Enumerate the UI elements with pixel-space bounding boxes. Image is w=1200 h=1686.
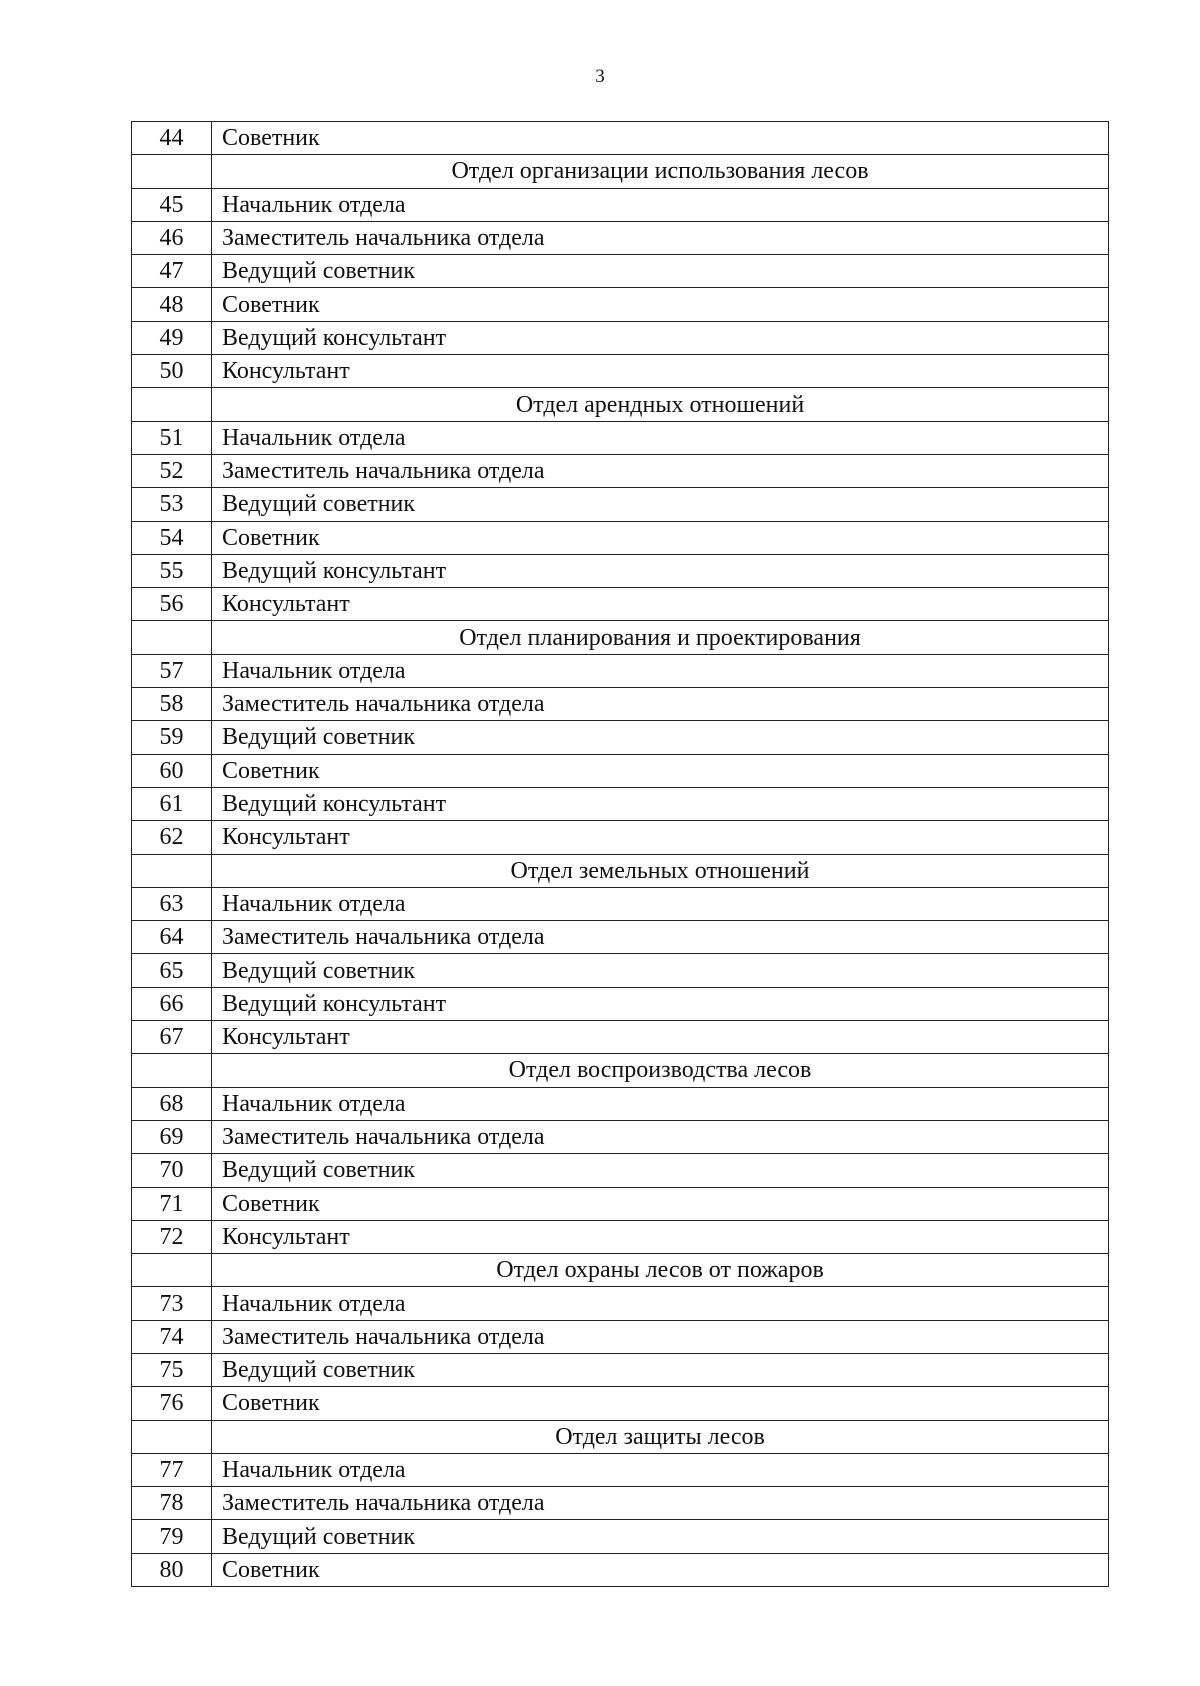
position-title-cell: Заместитель начальника отдела [212,688,1109,721]
position-title-cell: Ведущий советник [212,488,1109,521]
position-title-cell: Заместитель начальника отдела [212,1320,1109,1353]
row-number-cell: 64 [132,921,212,954]
table-row [132,821,1109,854]
row-number-cell: 74 [132,1320,212,1353]
table-row [132,355,1109,388]
row-number-cell: 80 [132,1553,212,1586]
position-title-cell: Начальник отдела [212,654,1109,687]
table-row [132,188,1109,221]
position-title-cell: Заместитель начальника отдела [212,221,1109,254]
department-title: Отдел охраны лесов от пожаров [212,1254,1109,1287]
position-title-cell: Советник [212,1553,1109,1586]
row-number-cell: 61 [132,787,212,820]
row-number-cell: 70 [132,1154,212,1187]
row-number-cell [132,621,212,654]
section-header-row [132,1054,1109,1087]
row-number-cell [132,388,212,421]
position-title-cell: Ведущий советник [212,255,1109,288]
position-title-cell: Советник [212,521,1109,554]
table-row [132,255,1109,288]
row-number-cell: 59 [132,721,212,754]
table-row [132,1553,1109,1586]
position-title-cell: Начальник отдела [212,1087,1109,1120]
row-number-cell: 55 [132,554,212,587]
table-row [132,554,1109,587]
position-title-cell: Консультант [212,821,1109,854]
position-title-cell: Ведущий консультант [212,321,1109,354]
position-title-cell: Начальник отдела [212,421,1109,454]
row-number-cell: 45 [132,188,212,221]
row-number-cell: 63 [132,887,212,920]
position-title-cell: Заместитель начальника отдела [212,921,1109,954]
position-title-cell: Ведущий советник [212,1520,1109,1553]
row-number-cell [132,1420,212,1453]
row-number-cell: 48 [132,288,212,321]
table-row [132,787,1109,820]
department-title: Отдел земельных отношений [212,854,1109,887]
row-number-cell: 46 [132,221,212,254]
row-number-cell: 65 [132,954,212,987]
position-title-cell: Ведущий советник [212,721,1109,754]
section-header-row [132,854,1109,887]
page-number: 3 [595,66,605,87]
row-number-cell: 75 [132,1353,212,1386]
row-number-cell: 73 [132,1287,212,1320]
department-title: Отдел планирования и проектирования [212,621,1109,654]
table-row [132,1087,1109,1120]
table-row [132,987,1109,1020]
table-row [132,721,1109,754]
position-title-cell: Начальник отдела [212,1287,1109,1320]
row-number-cell: 54 [132,521,212,554]
staff-positions-table [131,121,1109,1587]
table-row [132,1220,1109,1253]
department-title: Отдел арендных отношений [212,388,1109,421]
table-row [132,1287,1109,1320]
position-title-cell: Заместитель начальника отдела [212,1487,1109,1520]
position-title-cell: Консультант [212,588,1109,621]
row-number-cell: 69 [132,1120,212,1153]
section-header-row [132,155,1109,188]
position-title-cell: Ведущий консультант [212,554,1109,587]
row-number-cell: 56 [132,588,212,621]
table-row [132,521,1109,554]
table-row [132,688,1109,721]
position-title-cell: Начальник отдела [212,1453,1109,1486]
section-header-row [132,1254,1109,1287]
position-title-cell: Ведущий советник [212,1353,1109,1386]
table-row [132,1387,1109,1420]
position-title-cell: Ведущий советник [212,1154,1109,1187]
row-number-cell: 78 [132,1487,212,1520]
position-title-cell: Консультант [212,1021,1109,1054]
position-title-cell: Начальник отдела [212,188,1109,221]
position-title-cell: Советник [212,122,1109,155]
row-number-cell: 49 [132,321,212,354]
table-row [132,454,1109,487]
table-row [132,1120,1109,1153]
position-title-cell: Советник [212,1187,1109,1220]
row-number-cell: 53 [132,488,212,521]
table-row [132,288,1109,321]
table-row [132,1520,1109,1553]
table-row [132,421,1109,454]
row-number-cell: 58 [132,688,212,721]
row-number-cell [132,1054,212,1087]
row-number-cell [132,1254,212,1287]
position-title-cell: Советник [212,288,1109,321]
table-row [132,488,1109,521]
position-title-cell: Ведущий консультант [212,987,1109,1020]
row-number-cell: 60 [132,754,212,787]
row-number-cell: 47 [132,255,212,288]
section-header-row [132,388,1109,421]
department-title: Отдел организации использования лесов [212,155,1109,188]
row-number-cell: 67 [132,1021,212,1054]
table-row [132,1487,1109,1520]
row-number-cell: 50 [132,355,212,388]
table-row [132,921,1109,954]
table-row [132,321,1109,354]
section-header-row [132,1420,1109,1453]
row-number-cell: 51 [132,421,212,454]
row-number-cell: 52 [132,454,212,487]
row-number-cell: 76 [132,1387,212,1420]
position-title-cell: Ведущий советник [212,954,1109,987]
table-row [132,221,1109,254]
department-title: Отдел воспроизводства лесов [212,1054,1109,1087]
table-row [132,887,1109,920]
row-number-cell: 71 [132,1187,212,1220]
position-title-cell: Советник [212,1387,1109,1420]
position-title-cell: Начальник отдела [212,887,1109,920]
table-row [132,954,1109,987]
position-title-cell: Советник [212,754,1109,787]
row-number-cell [132,854,212,887]
department-title: Отдел защиты лесов [212,1420,1109,1453]
row-number-cell: 77 [132,1453,212,1486]
table-row [132,1187,1109,1220]
row-number-cell: 62 [132,821,212,854]
table-row [132,1154,1109,1187]
position-title-cell: Ведущий консультант [212,787,1109,820]
row-number-cell: 57 [132,654,212,687]
row-number-cell: 66 [132,987,212,1020]
table-row [132,122,1109,155]
row-number-cell [132,155,212,188]
position-title-cell: Заместитель начальника отдела [212,454,1109,487]
table-row [132,754,1109,787]
position-title-cell: Заместитель начальника отдела [212,1120,1109,1153]
row-number-cell: 79 [132,1520,212,1553]
row-number-cell: 72 [132,1220,212,1253]
table-row [132,654,1109,687]
table-body [132,122,1109,1587]
section-header-row [132,621,1109,654]
row-number-cell: 68 [132,1087,212,1120]
table-row [132,1021,1109,1054]
row-number-cell: 44 [132,122,212,155]
position-title-cell: Консультант [212,1220,1109,1253]
table-row [132,1320,1109,1353]
table-row [132,588,1109,621]
position-title-cell: Консультант [212,355,1109,388]
table-row [132,1453,1109,1486]
table-row [132,1353,1109,1386]
